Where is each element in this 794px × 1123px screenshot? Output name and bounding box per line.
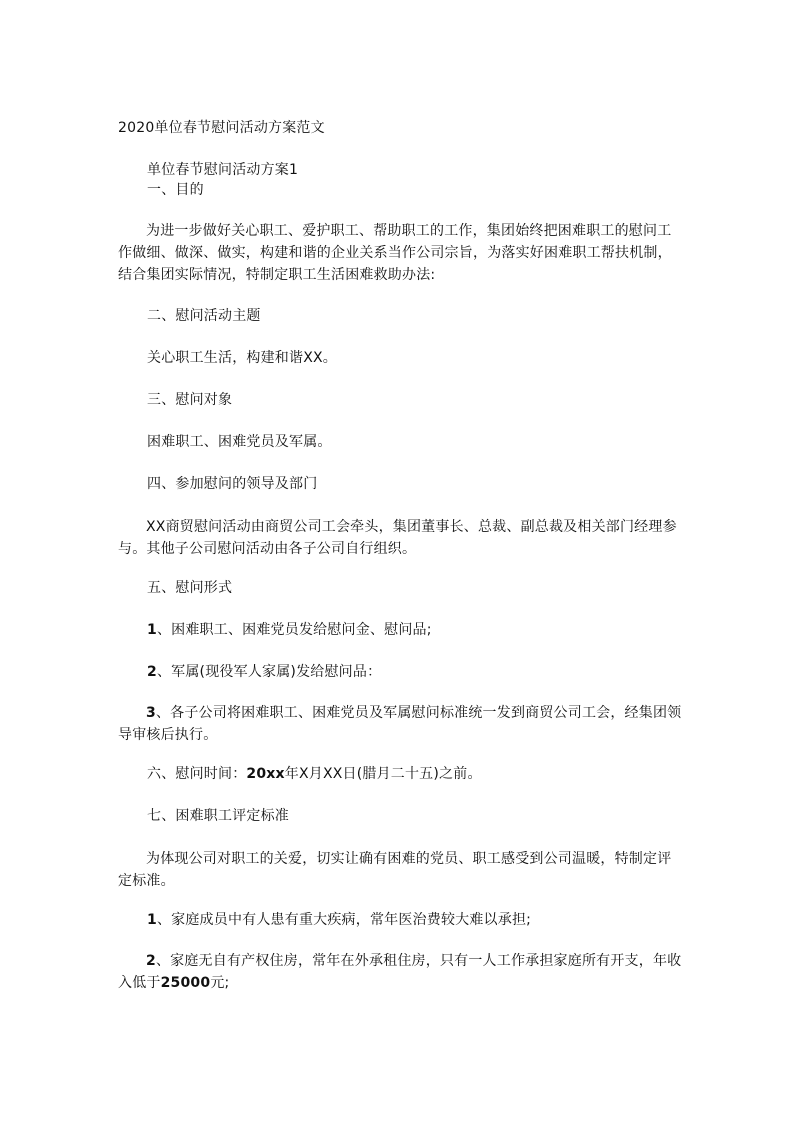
section-body-targets: 困难职工、困难党员及军属。 bbox=[147, 434, 332, 450]
list-item-text: 、军属(现役军人家属)发给慰问品： bbox=[156, 664, 382, 680]
section-heading-participants: 四、参加慰问的领导及部门 bbox=[147, 476, 318, 492]
list-item-text: 、各子公司将困难职工、困难党员及军属慰问标准统一发到商贸公司工会，经集团领导审核后执行。 bbox=[118, 705, 682, 743]
time-label: 六、慰问时间： bbox=[147, 766, 247, 782]
list-item-text: 、困难职工、困难党员发给慰问金、慰问品; bbox=[156, 622, 432, 638]
list-item-text: 、家庭成员中有人患有重大疾病，常年医治费较大难以承担; bbox=[156, 912, 532, 928]
format-list-item bbox=[147, 662, 381, 682]
section-body-criteria: 为体现公司对职工的关爱，切实让确有困难的党员、职工感受到公司温暖，特制定评定标准。 bbox=[118, 851, 672, 889]
section-heading-theme: 二、慰问活动主题 bbox=[147, 308, 261, 324]
list-item-number: 1 bbox=[147, 912, 157, 928]
plan-subtitle: 单位春节慰问活动方案1 bbox=[147, 162, 299, 178]
section-heading-time bbox=[147, 764, 482, 784]
criteria-list-item bbox=[147, 910, 531, 930]
section-heading-format: 五、慰问形式 bbox=[147, 580, 233, 596]
list-item-text: 元; bbox=[210, 975, 230, 991]
section-body-purpose: 为进一步做好关心职工、爱护职工、帮助职工的工作，集团始终把困难职工的慰问工作做细、做深、做实，构建和谐的企业关系当作公司宗旨，为落实好困难职工帮扶机制，结合集团实际情况，特制定职工生活困难救助办法: bbox=[118, 223, 672, 283]
format-list-item bbox=[147, 620, 432, 640]
section-body-participants: XX商贸慰问活动由商贸公司工会牵头，集团董事长、总裁、副总裁及相关部门经理参与。其他子公司慰问活动由各子公司自行组织。 bbox=[118, 519, 677, 557]
section-body-theme: 关心职工生活，构建和谐XX。 bbox=[147, 350, 337, 366]
section-heading-purpose: 一、目的 bbox=[147, 182, 204, 198]
criteria-list-item bbox=[118, 950, 683, 994]
list-item-text: 、家庭无自有产权住房，常年在外承租住房，只有一人工作承担家庭所有开支，年收入低于 bbox=[118, 953, 682, 991]
list-item-number: 1 bbox=[147, 622, 157, 638]
list-item-number: 3 bbox=[146, 705, 156, 721]
section-heading-targets: 三、慰问对象 bbox=[147, 392, 233, 408]
document-title: 2020单位春节慰问活动方案范文 bbox=[118, 120, 325, 136]
income-amount: 25000 bbox=[160, 975, 211, 991]
format-list-item bbox=[118, 702, 683, 746]
list-item-number: 2 bbox=[146, 953, 156, 969]
list-item-number: 2 bbox=[147, 664, 157, 680]
time-year: 20xx bbox=[246, 766, 285, 782]
time-text: 年X月XX日(腊月二十五)之前。 bbox=[284, 766, 482, 782]
section-heading-criteria: 七、困难职工评定标准 bbox=[147, 808, 289, 824]
